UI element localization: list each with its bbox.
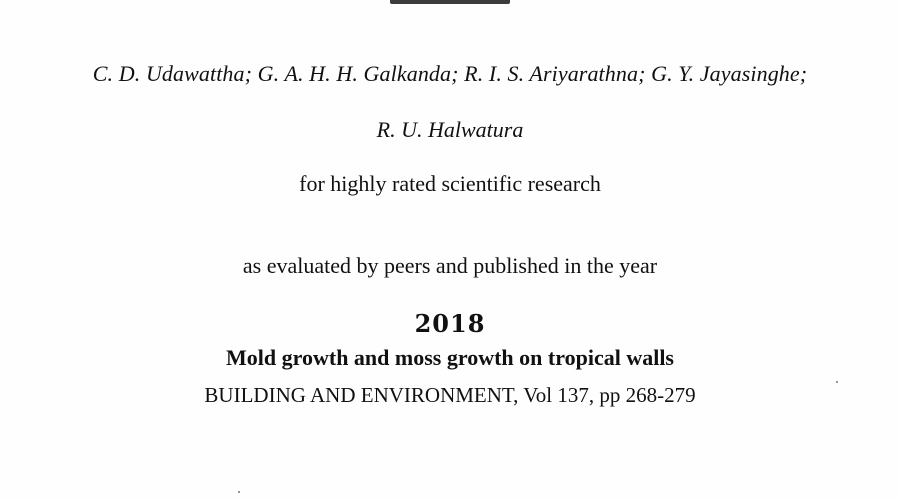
award-purpose: for highly rated scientific research bbox=[299, 171, 601, 196]
scan-speck bbox=[238, 491, 240, 493]
journal-citation: BUILDING AND ENVIRONMENT, Vol 137, pp 268-279 bbox=[204, 383, 696, 407]
paper-title: Mold growth and moss growth on tropical walls bbox=[226, 345, 674, 370]
scan-speck bbox=[836, 381, 838, 383]
cropped-heading bbox=[390, 0, 510, 4]
evaluation-statement: as evaluated by peers and published in the year bbox=[242, 253, 658, 278]
authors-line-2: R. U. Halwatura bbox=[376, 117, 524, 142]
publication-year: 2018 bbox=[414, 309, 486, 338]
authors-line-1: C. D. Udawattha; G. A. H. H. Galkanda; R. I. S. Ariyarathna; G. Y. Jayasinghe; bbox=[92, 61, 808, 86]
